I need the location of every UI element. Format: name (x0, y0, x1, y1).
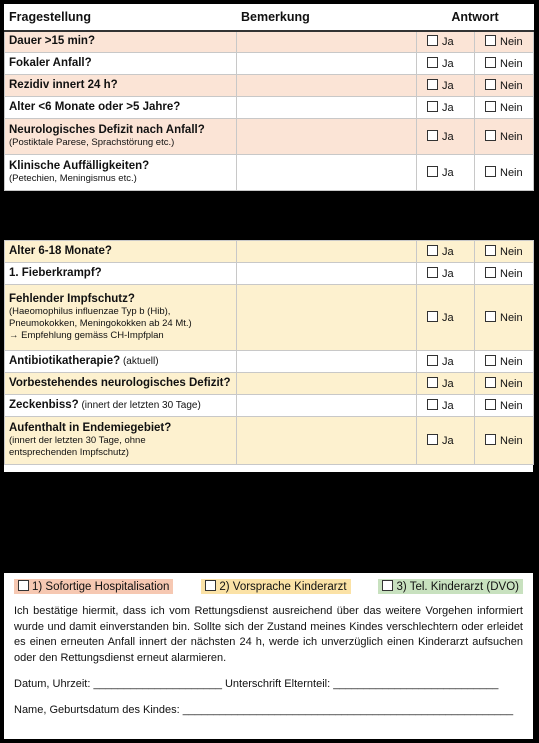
outcome-phone-pediatrician-label: 3) Tel. Kinderarzt (DVO) (396, 581, 519, 593)
answer-no-cell (475, 97, 534, 119)
answer-yes-checkbox-icon[interactable] (427, 434, 438, 445)
answer-yes-label: Ja (442, 80, 454, 92)
question-cell (5, 417, 237, 465)
answer-yes-cell (417, 53, 475, 75)
answer-yes-checkbox-icon[interactable] (427, 101, 438, 112)
answer-no-label: Nein (500, 246, 523, 258)
question-text: Zeckenbiss? (9, 399, 79, 411)
priority-questions-table (4, 4, 534, 191)
answer-yes-checkbox-icon[interactable] (427, 35, 438, 46)
remark-cell[interactable] (237, 417, 417, 465)
checkbox-icon[interactable] (18, 580, 29, 591)
answer-yes-label: Ja (442, 58, 454, 70)
answer-yes-label: Ja (442, 131, 454, 143)
remark-cell[interactable] (237, 351, 417, 373)
answer-no-cell (475, 351, 534, 373)
answer-no-cell (475, 119, 534, 155)
question-text: Rezidiv innert 24 h? (9, 79, 118, 91)
question-row (5, 119, 534, 155)
outcome-pediatrician-visit[interactable] (201, 579, 350, 594)
answer-yes-cell (417, 417, 475, 465)
question-text: Aufenthalt in Endemiegebiet? (9, 422, 172, 434)
answer-yes-cell (417, 75, 475, 97)
question-text: Fehlender Impfschutz? (9, 293, 135, 305)
answer-no-checkbox-icon[interactable] (485, 267, 496, 278)
answer-no-checkbox-icon[interactable] (485, 399, 496, 410)
remark-cell[interactable] (237, 31, 417, 53)
answer-yes-checkbox-icon[interactable] (427, 166, 438, 177)
question-cell (5, 351, 237, 373)
question-cell (5, 241, 237, 263)
remark-cell[interactable] (237, 97, 417, 119)
answer-no-label: Nein (500, 58, 523, 70)
question-text: Alter 6-18 Monate? (9, 245, 112, 257)
answer-yes-cell (417, 285, 475, 351)
answer-no-cell (475, 53, 534, 75)
answer-no-label: Nein (500, 131, 523, 143)
answer-yes-label: Ja (442, 312, 454, 324)
answer-no-checkbox-icon[interactable] (485, 57, 496, 68)
answer-no-cell (475, 285, 534, 351)
answer-no-checkbox-icon[interactable] (485, 166, 496, 177)
question-note: (innert der letzten 30 Tage) (78, 400, 201, 411)
answer-no-cell (475, 417, 534, 465)
question-cell (5, 373, 237, 395)
answer-yes-cell (417, 155, 475, 191)
answer-yes-cell (417, 119, 475, 155)
secondary-questions-table (4, 240, 534, 465)
question-text: Alter <6 Monate oder >5 Jahre? (9, 101, 181, 113)
answer-no-cell (475, 373, 534, 395)
question-detail: (Haeomophilus influenzae Typ b (Hib), Pneumokokken, Meningokokken ab 24 Mt.) → Empfehlung gemäss CH-Impfplan (9, 306, 192, 341)
question-row (5, 285, 534, 351)
question-note: (aktuell) (120, 356, 159, 367)
answer-no-label: Nein (500, 435, 523, 447)
outcome-hospitalisation[interactable] (14, 579, 173, 594)
remark-cell[interactable] (237, 119, 417, 155)
answer-no-cell (475, 263, 534, 285)
answer-yes-label: Ja (442, 378, 454, 390)
answer-yes-label: Ja (442, 400, 454, 412)
answer-no-label: Nein (500, 356, 523, 368)
answer-no-label: Nein (500, 36, 523, 49)
answer-no-label: Nein (500, 167, 523, 179)
question-row (5, 31, 534, 53)
question-cell (5, 395, 237, 417)
priority-questions-panel (4, 4, 533, 190)
answer-no-checkbox-icon[interactable] (485, 35, 496, 46)
answer-no-cell (475, 395, 534, 417)
answer-yes-label: Ja (442, 246, 454, 258)
answer-no-label: Nein (500, 400, 523, 412)
answer-no-label: Nein (500, 102, 523, 114)
question-row (5, 241, 534, 263)
remark-cell[interactable] (237, 53, 417, 75)
answer-no-label: Nein (500, 378, 523, 390)
answer-yes-label: Ja (442, 356, 454, 368)
checkbox-icon[interactable] (205, 580, 216, 591)
question-cell (5, 155, 237, 191)
question-detail: (Postiktale Parese, Sprachstörung etc.) (9, 137, 175, 148)
question-cell (5, 31, 237, 53)
question-cell (5, 53, 237, 75)
answer-no-label: Nein (500, 80, 523, 92)
header-question: Fragestellung (5, 5, 237, 31)
answer-no-checkbox-icon[interactable] (485, 377, 496, 388)
remark-cell[interactable] (237, 155, 417, 191)
question-row (5, 75, 534, 97)
secondary-questions-panel (4, 240, 533, 472)
answer-no-cell (475, 155, 534, 191)
question-row (5, 97, 534, 119)
question-text: Dauer >15 min? (9, 35, 95, 48)
answer-no-cell (475, 241, 534, 263)
checkbox-icon[interactable] (382, 580, 393, 591)
answer-no-checkbox-icon[interactable] (485, 434, 496, 445)
answer-no-checkbox-icon[interactable] (485, 101, 496, 112)
question-text: Vorbestehendes neurologisches Defizit? (9, 377, 231, 389)
remark-cell[interactable] (237, 241, 417, 263)
question-detail: (Petechien, Meningismus etc.) (9, 173, 137, 184)
question-detail: (innert der letzten 30 Tage, ohne entsprechenden Impfschutz) (9, 435, 146, 458)
header-remark: Bemerkung (237, 5, 417, 31)
header-answer: Antwort (417, 5, 534, 31)
answer-yes-label: Ja (442, 167, 454, 179)
remark-cell[interactable] (237, 373, 417, 395)
answer-yes-checkbox-icon[interactable] (427, 399, 438, 410)
question-row (5, 351, 534, 373)
answer-yes-label: Ja (442, 102, 454, 114)
outcome-phone-pediatrician[interactable] (378, 579, 523, 594)
outcome-options (14, 579, 523, 594)
answer-yes-cell (417, 263, 475, 285)
remark-cell[interactable] (237, 285, 417, 351)
answer-no-checkbox-icon[interactable] (485, 79, 496, 90)
date-signature-line[interactable]: Datum, Uhrzeit: _____________________ Unterschrift Elternteil: ___________________________ (14, 678, 499, 690)
answer-yes-cell (417, 31, 475, 53)
question-row (5, 155, 534, 191)
answer-yes-checkbox-icon[interactable] (427, 57, 438, 68)
question-row (5, 263, 534, 285)
answer-yes-checkbox-icon[interactable] (427, 245, 438, 256)
question-cell (5, 263, 237, 285)
answer-no-cell (475, 31, 534, 53)
question-row (5, 53, 534, 75)
answer-no-checkbox-icon[interactable] (485, 311, 496, 322)
question-text: Klinische Auffälligkeiten? (9, 160, 150, 172)
answer-no-cell (475, 75, 534, 97)
question-cell (5, 119, 237, 155)
answer-yes-checkbox-icon[interactable] (427, 267, 438, 278)
question-cell (5, 97, 237, 119)
decision-panel (4, 573, 533, 739)
child-name-birthdate-line[interactable]: Name, Geburtsdatum des Kindes: ______________________________________________________ (14, 704, 514, 716)
question-text: Neurologisches Defizit nach Anfall? (9, 124, 205, 136)
outcome-pediatrician-visit-label: 2) Vorsprache Kinderarzt (219, 581, 347, 593)
answer-no-checkbox-icon[interactable] (485, 245, 496, 256)
answer-no-checkbox-icon[interactable] (485, 130, 496, 141)
answer-yes-cell (417, 395, 475, 417)
answer-yes-label: Ja (442, 435, 454, 447)
remark-cell[interactable] (237, 395, 417, 417)
question-text: Antibiotikatherapie? (9, 355, 121, 367)
answer-yes-checkbox-icon[interactable] (427, 130, 438, 141)
question-cell (5, 285, 237, 351)
question-row (5, 395, 534, 417)
answer-no-label: Nein (500, 268, 523, 280)
answer-yes-checkbox-icon[interactable] (427, 355, 438, 366)
answer-yes-cell (417, 241, 475, 263)
outcome-hospitalisation-label: 1) Sofortige Hospitalisation (32, 581, 170, 593)
question-text: 1. Fieberkrampf? (9, 267, 102, 279)
answer-yes-checkbox-icon[interactable] (427, 79, 438, 90)
question-text: Fokaler Anfall? (9, 57, 92, 69)
answer-yes-checkbox-icon[interactable] (427, 377, 438, 388)
answer-yes-cell (417, 97, 475, 119)
answer-yes-cell (417, 351, 475, 373)
remark-cell[interactable] (237, 75, 417, 97)
answer-yes-label: Ja (442, 36, 454, 49)
question-row (5, 373, 534, 395)
answer-yes-cell (417, 373, 475, 395)
consent-text: Ich bestätige hiermit, dass ich vom Rettungsdienst ausreichend über das weitere Vorgehen informiert wurde und damit einverstanden bin. Sollte sich der Zustand meines Kindes verschlechtern oder erleidet es einen erneuten Anfall innert der nächsten 24 h, werde ich unverzüglich einen Kinderarzt aufsuchen oder den Rettungsdienst erneut alarmieren. (14, 605, 523, 664)
answer-yes-checkbox-icon[interactable] (427, 311, 438, 322)
answer-no-checkbox-icon[interactable] (485, 355, 496, 366)
answer-no-label: Nein (500, 312, 523, 324)
question-cell (5, 75, 237, 97)
answer-yes-label: Ja (442, 268, 454, 280)
remark-cell[interactable] (237, 263, 417, 285)
question-row (5, 417, 534, 465)
